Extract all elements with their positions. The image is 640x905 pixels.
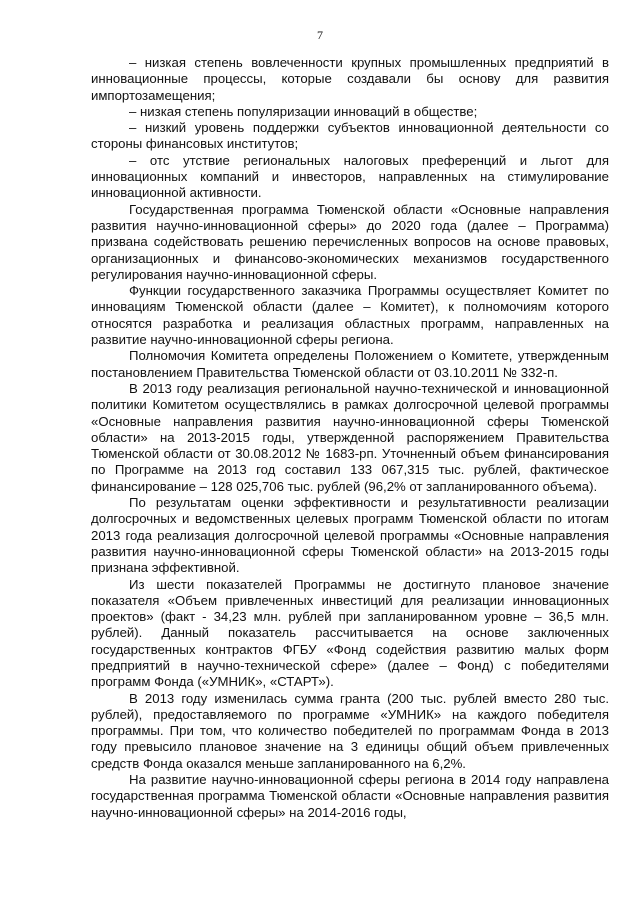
paragraph: На развитие научно-инновационной сферы региона в 2014 году направлена государственная программа Тюменской области «Основные направления развития научно-инновационной сферы» на 2014-2016 годы, bbox=[91, 772, 609, 820]
document-body bbox=[91, 55, 609, 821]
list-item: – низкая степень популяризации инноваций в обществе; bbox=[129, 103, 478, 119]
paragraph: Полномочия Комитета определены Положением о Комитете, утвержденным постановлением Правительства Тюменской области от 03.10.2011 № 332-п. bbox=[91, 348, 609, 380]
paragraph: В 2013 году реализация региональной научно-технической и инновационной политики Комитетом осуществлялись в рамках долгосрочной целевой программы «Основные направления развития научно-инновационной сферы Тюменской области» на 2013-2015 годы, утвержденной распоряжением Правительства Тюменской области от 30.08.2012 № 1683-рп. Уточненный объем финансирования по Программе на 2013 год составил 133 067,315 тыс. рублей, фактическое финансирование – 128 025,706 тыс. рублей (96,2% от запланированного объема). bbox=[91, 380, 609, 494]
page-number: 7 bbox=[317, 28, 323, 42]
paragraph: Из шести показателей Программы не достигнуто плановое значение показателя «Объем привлеченных инвестиций для реализации инновационных проектов» (факт - 34,23 млн. рублей при запланированном уровне – 36,5 млн. рублей). Данный показатель рассчитывается на основе заключенных государственных контрактов ФГБУ «Фонд содействия развитию малых форм предприятий в научно-технической сфере» (далее – Фонд) с победителями программ Фонда («УМНИК», «СТАРТ»). bbox=[91, 576, 609, 690]
paragraph: По результатам оценки эффективности и результативности реализации долгосрочных и ведомственных целевых программ Тюменской области по итогам 2013 года реализация долгосрочной целевой программы «Основные направления развития научно-инновационной сферы Тюменской области» на 2013-2015 годы признана эффективной. bbox=[91, 495, 609, 576]
paragraph: Функции государственного заказчика Программы осуществляет Комитет по инновациям Тюменской области (далее – Комитет), к полномочиям которого относятся разработка и реализация областных программ, направленных на развитие научно-инновационной сферы региона. bbox=[91, 283, 609, 348]
list-item: – низкий уровень поддержки субъектов инновационной деятельности со стороны финансовых институтов; bbox=[91, 120, 609, 152]
list-item: – низкая степень вовлеченности крупных промышленных предприятий в инновационные процессы, которые создавали бы основу для развития импортозамещения; bbox=[91, 55, 609, 103]
paragraph: В 2013 году изменилась сумма гранта (200 тыс. рублей вместо 280 тыс. рублей), предоставляемого по программе «УМНИК» на каждого победителя программы. При том, что количество победителей по программам Фонда в 2013 году превысило плановое значение на 3 единицы общий объем привлеченных средств Фонда оказался меньше запланированного на 6,2%. bbox=[91, 690, 609, 771]
paragraph: Государственная программа Тюменской области «Основные направления развития научно-инновационной сферы» до 2020 года (далее – Программа) призвана содействовать решению перечисленных вопросов на основе правовых, организационных и финансово-экономических механизмов государственного регулирования научно-инновационной сферы. bbox=[91, 201, 609, 282]
list-item: – отс утствие региональных налоговых преференций и льгот для инновационных компаний и инвесторов, направленных на стимулирование инновационной активности. bbox=[91, 152, 609, 201]
